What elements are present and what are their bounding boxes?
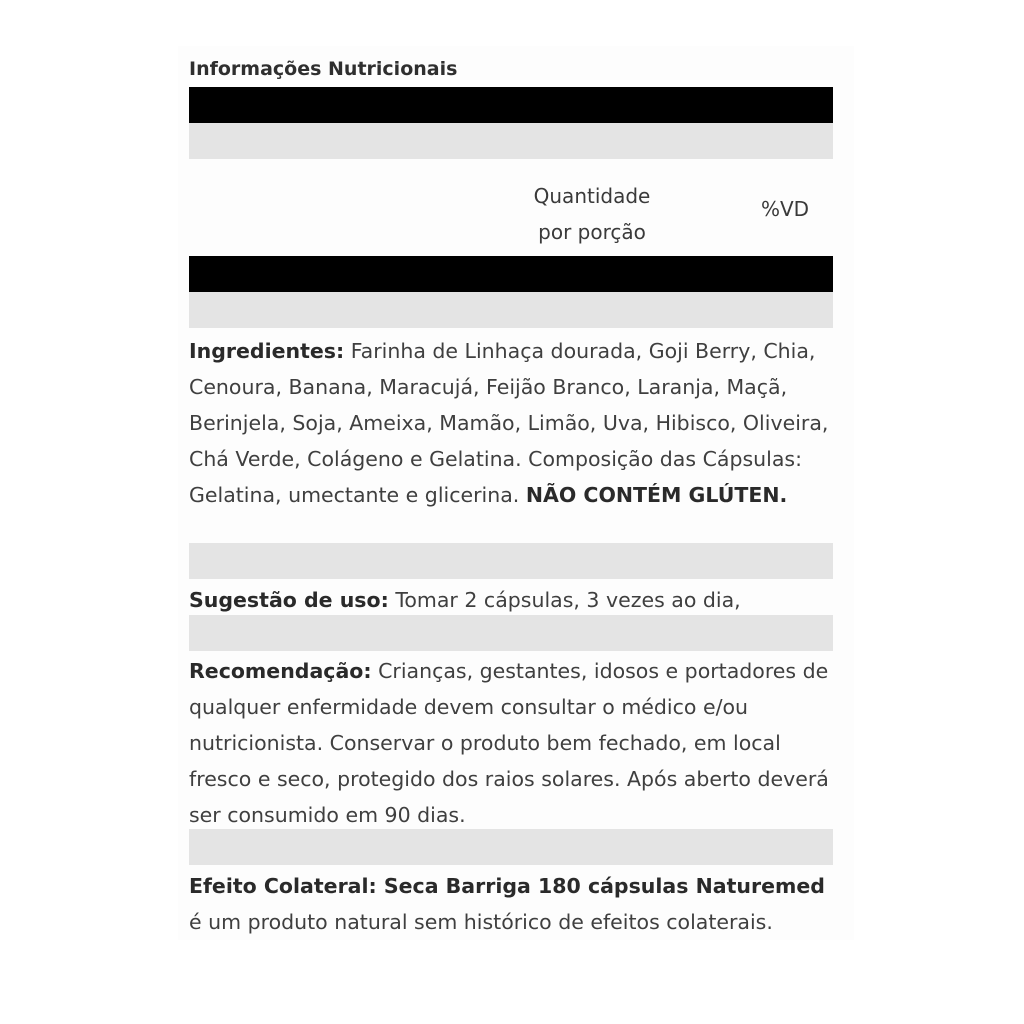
- side-effect-label: Efeito Colateral: Seca Barriga 180 cápsulas Naturemed: [189, 874, 825, 898]
- ingredients-paragraph: [189, 333, 839, 513]
- separator-gray-row-3: [189, 829, 833, 865]
- header-gray-row: [189, 123, 833, 159]
- quantity-per-serving-header: [517, 178, 667, 250]
- recommendation-paragraph: [189, 653, 839, 833]
- usage-paragraph: [189, 582, 839, 618]
- side-effect-text: é um produto natural sem histórico de efeitos colaterais.: [189, 910, 773, 934]
- header-black-bar: [189, 87, 833, 123]
- usage-text: Tomar 2 cápsulas, 3 vezes ao dia,: [388, 588, 741, 612]
- quantity-line-1: Quantidade: [533, 184, 651, 208]
- recommendation-text: Crianças, gestantes, idosos e portadores de qualquer enfermidade devem consultar o médico e/ou nutricionista. Conservar o produto bem fechado, em local fresco e seco, protegido dos raios solares. Após aberto deverá ser consumido em 90 dias.: [189, 659, 829, 827]
- usage-label: Sugestão de uso:: [189, 588, 389, 612]
- ingredients-text: Farinha de Linhaça dourada, Goji Berry, Chia, Cenoura, Banana, Maracujá, Feijão Branco, Laranja, Maçã, Berinjela, Soja, Ameixa, Mamão, Limão, Uva, Hibisco, Oliveira, Chá Verde, Colágeno e Gelatina. Composição das Cápsulas: Gelatina, umectante e glicerina.: [189, 339, 829, 507]
- divider-gray-row: [189, 292, 833, 328]
- separator-gray-row-2: [189, 615, 833, 651]
- divider-black-bar: [189, 256, 833, 292]
- vd-header: %VD: [761, 197, 810, 221]
- recommendation-label: Recomendação:: [189, 659, 372, 683]
- quantity-line-2: por porção: [538, 220, 646, 244]
- separator-gray-row-1: [189, 543, 833, 579]
- side-effect-paragraph: [189, 868, 839, 940]
- page-title: Informações Nutricionais: [189, 58, 458, 80]
- ingredients-label: Ingredientes:: [189, 339, 345, 363]
- gluten-warning: NÃO CONTÉM GLÚTEN.: [525, 483, 788, 507]
